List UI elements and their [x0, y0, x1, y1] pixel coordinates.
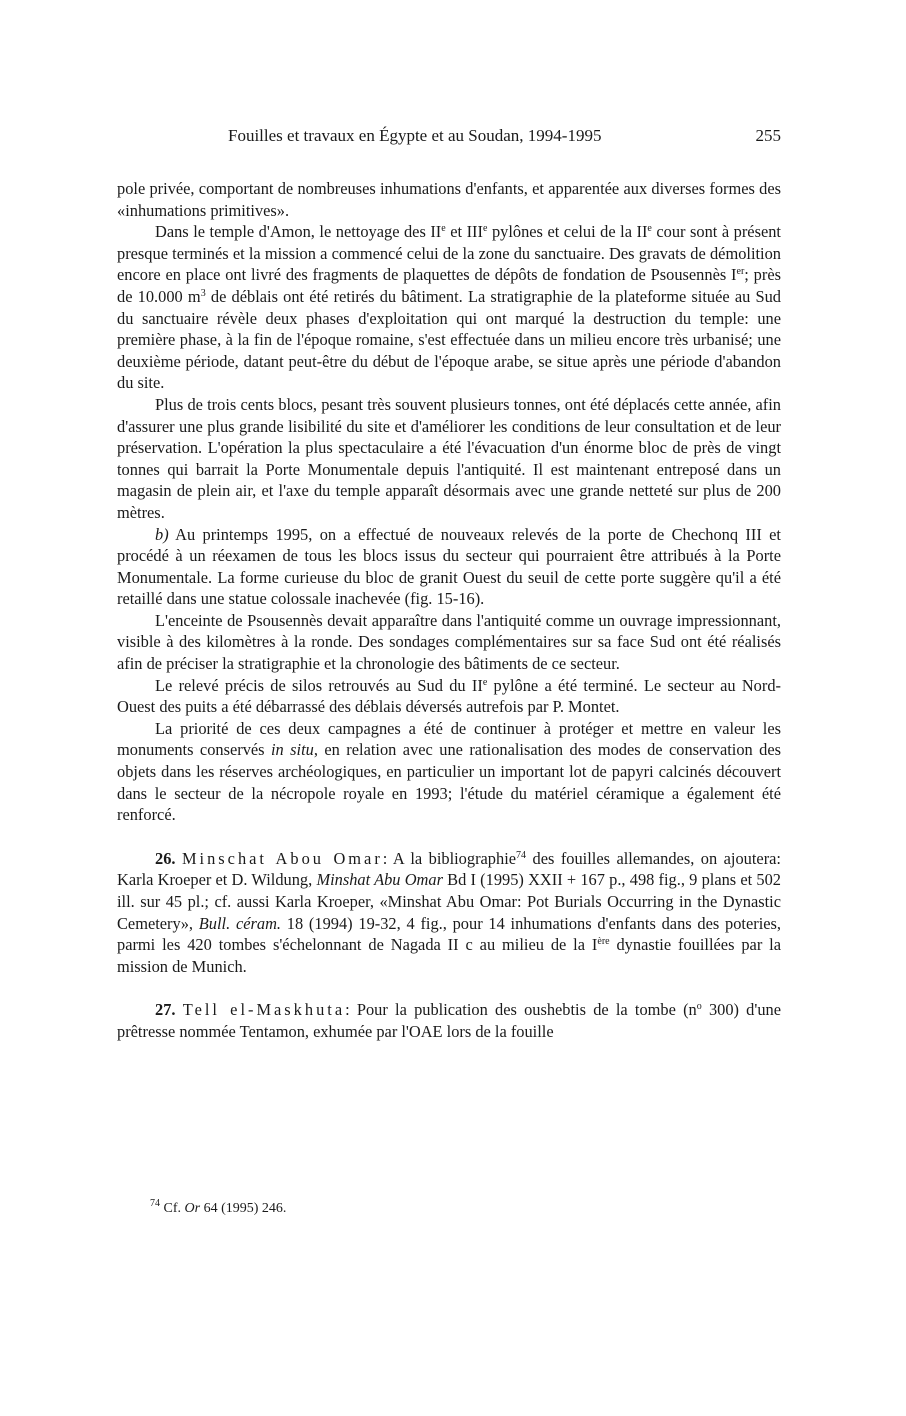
entry-27-text-a: : Pour la publication des oushebtis de la tombe (n	[345, 1000, 697, 1020]
footnote-text-a: Cf.	[160, 1201, 185, 1216]
entry-26-site: Minschat Abou Omar	[181, 848, 383, 868]
footnote-text-b: 64 (1995) 246.	[200, 1201, 287, 1216]
p2-sup-2: e	[482, 223, 488, 235]
p2-sup-1: e	[441, 223, 446, 235]
entry-27-text-b: 300) d'une prêtresse nommée Tentamon, exhumée par l'OAE lors de la fouille	[117, 1000, 781, 1041]
p6-text-a: Le relevé précis de silos retrouvés au Sud du II	[155, 675, 483, 695]
entry-26	[117, 848, 781, 978]
p2-text-e: ; près de 10.000 m	[117, 265, 781, 306]
p7-text-b: , en relation avec une rationalisation des modes de conservation des objets dans les réserves archéologiques, en particulier un important lot de papyri calcinés découvert dans le secteur de la nécropole royale en 1993; l'étude du matériel céramique a également été renforcé.	[117, 740, 782, 825]
paragraph-3	[117, 394, 781, 524]
entry-27-sup: o	[696, 1001, 702, 1013]
running-header	[117, 126, 781, 150]
paragraph-6	[117, 675, 781, 718]
p4-text: Au printemps 1995, on a effectué de nouveaux relevés de la porte de Chechonq III et procédé à un réexamen de tous les blocs issus du secteur qui pourraient être attribués à la Porte Monumentale. La forme curieuse du bloc de granit Ouest du seuil de cette porte suggère qu'il a été retaillé dans une statue colossale inachevée (fig. 15-16).	[117, 524, 781, 609]
entry-26-italic-1: Minshat Abu Omar	[316, 870, 443, 890]
paragraph-2	[117, 221, 781, 394]
paragraph-1-text: pole privée, comportant de nombreuses inhumations d'enfants, et apparentée aux diverses formes des «inhumations primitives».	[117, 179, 781, 220]
entry-26-text-a: : A la bibliographie	[382, 848, 517, 868]
footnote-italic: Or	[184, 1201, 201, 1216]
paragraph-4	[117, 524, 781, 610]
p7-text-a: La priorité de ces deux campagnes a été de continuer à protéger et mettre en valeur les monuments conservés	[117, 718, 781, 760]
entry-26-text-c: Bd I (1995) XXII + 167 p., 498 fig., 9 plans et 502 ill. sur 45 pl.; cf. aussi Karla Kroeper, «Minshat Abu Omar: Pot Burials Occurring in the Dynastic Cemetery»,	[117, 870, 782, 933]
p4-section-label: b)	[155, 524, 169, 544]
footnote-number: 74	[150, 1198, 160, 1209]
paragraph-3-text: Plus de trois cents blocs, pesant très souvent plusieurs tonnes, ont été déplacés cette année, afin d'assurer une plus grande lisibilité du site et d'améliorer les conditions de leur consultation et de leur préservation. L'opération la plus spectaculaire a été l'évacuation d'un énorme bloc de près de vingt tonnes qui barrait la Porte Monumentale depuis l'antiquité. Il est maintenant entreposé dans un magasin de plein air, et l'axe du temple apparaît désormais avec une grande netteté sur plus de 200 mètres.	[117, 394, 781, 522]
p6-text-b: pylône a été terminé. Le secteur au Nord-Ouest des puits a été débarrassé des déblais déversés autrefois par P. Montet.	[117, 675, 781, 717]
entry-27-site: Tell el-Maskhuta	[182, 1000, 346, 1020]
page-number: 255	[755, 126, 781, 145]
footnote-ref-74: 74	[516, 849, 527, 861]
p2-sup-4: er	[736, 266, 745, 278]
footnote-74	[150, 1198, 287, 1217]
entry-26-number: 26.	[155, 848, 176, 868]
entry-26-sup: ère	[597, 936, 610, 948]
entry-27	[117, 999, 781, 1042]
p2-text-b: et III	[445, 222, 483, 242]
entry-26-italic-2: Bull. céram.	[198, 913, 282, 933]
p7-italic: in situ	[270, 740, 314, 760]
entry-27-number: 27.	[155, 1000, 176, 1020]
entry-26-text-b: des fouilles allemandes, on ajoutera: Karla Kroeper et D. Wildung,	[117, 848, 781, 890]
p2-text-a: Dans le temple d'Amon, le nettoyage des II	[155, 222, 442, 242]
paragraph-1	[117, 178, 781, 221]
paragraph-7	[117, 718, 781, 826]
p2-text-f: de déblais ont été retirés du bâtiment. La stratigraphie de la plateforme située au Sud du sanctuaire révèle deux phases d'exploitation qui ont marqué la destruction du temple: une première phase, à la fin de l'époque romaine, s'est effectuée dans un milieu encore très urbanisé; une deuxième période, datant peut-être du début de l'époque arabe, se situe après une période d'abandon du site.	[117, 286, 781, 393]
entry-26-text-d: 18 (1994) 19-32, 4 fig., pour 14 inhumations d'enfants dans des poteries, parmi les 420 tombes s'échelonnant de Nagada II c au milieu de la I	[117, 913, 781, 955]
p6-sup: e	[482, 676, 488, 688]
running-title: Fouilles et travaux en Égypte et au Soudan, 1994-1995	[228, 126, 602, 145]
p2-sup-3: e	[647, 223, 652, 235]
paragraph-5	[117, 610, 781, 675]
body-text	[117, 178, 781, 1043]
p2-text-d: cour sont à présent presque terminés et la mission a commencé celui de la zone du sanctuaire. Des gravats de démolition encore en place ont livré des fragments de plaquettes de dépôts de fondation de Psousennès I	[117, 222, 781, 285]
p2-text-c: pylônes et celui de la II	[487, 222, 648, 242]
p2-sup-5: 3	[200, 287, 206, 299]
paragraph-5-text: L'enceinte de Psousennès devait apparaître dans l'antiquité comme un ouvrage impressionnant, visible à des kilomètres à la ronde. Des sondages complémentaires sur sa face Sud ont été réalisés afin de préciser la stratigraphie et la chronologie des bâtiments de ce secteur.	[117, 610, 781, 674]
entry-26-text-e: dynastie fouillées par la mission de Munich.	[117, 935, 781, 976]
